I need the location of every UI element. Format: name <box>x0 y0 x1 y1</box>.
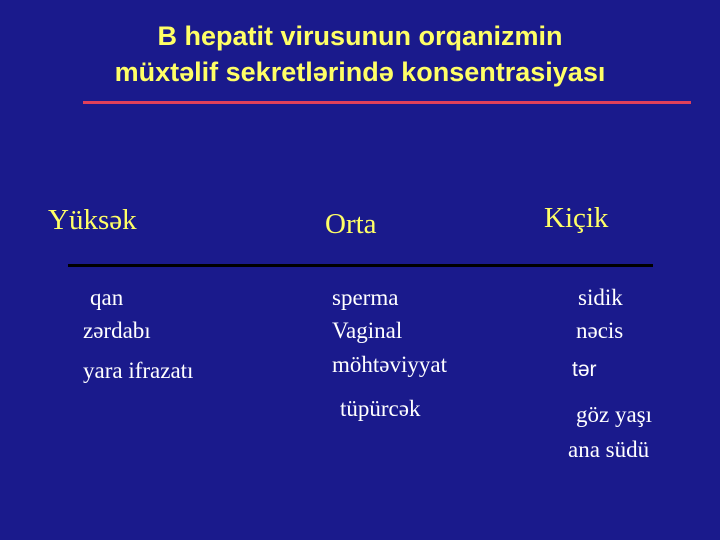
column-header-low: Kiçik <box>544 202 609 234</box>
slide-title-line-1: B hepatit virusunun orqanizmin <box>157 21 563 51</box>
slide-title <box>60 18 660 90</box>
title-underline <box>83 101 691 104</box>
header-divider <box>68 264 653 267</box>
low-item-sweat: tər <box>572 358 597 381</box>
column-header-high: Yüksək <box>48 204 137 236</box>
medium-item-content: möhtəviyyat <box>332 352 447 377</box>
high-item-wound-exudate: yara ifrazatı <box>83 358 194 383</box>
high-item-serum: zərdabı <box>83 318 151 343</box>
medium-item-saliva: tüpürcək <box>340 396 421 421</box>
slide-title-line-2: müxtəlif sekretlərində konsentrasiyası <box>114 57 606 87</box>
low-item-breast-milk: ana südü <box>568 437 650 462</box>
medium-item-sperm: sperma <box>332 285 399 310</box>
low-item-urine: sidik <box>578 285 623 310</box>
low-item-tears: göz yaşı <box>576 402 653 427</box>
low-item-feces: nəcis <box>576 318 624 343</box>
high-item-blood: qan <box>90 285 124 310</box>
medium-item-vaginal: Vaginal <box>332 318 403 343</box>
column-header-medium: Orta <box>325 208 377 240</box>
